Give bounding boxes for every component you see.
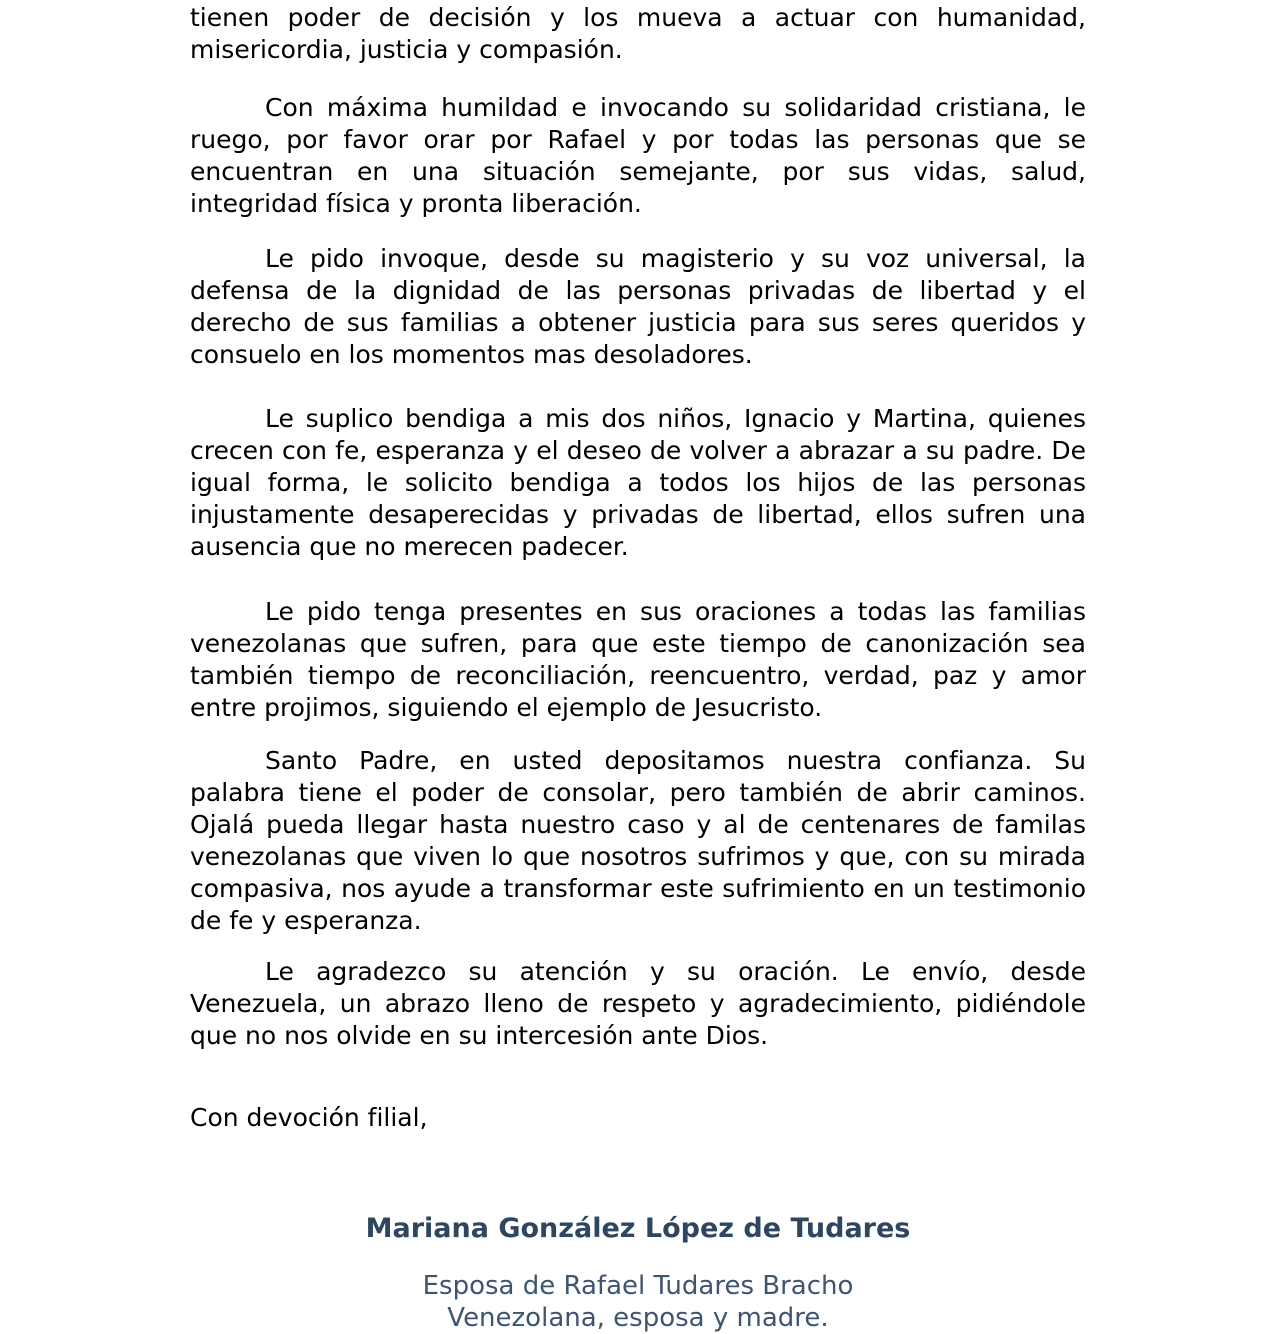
paragraph-plea-prayer: Con máxima humildad e invocando su solidaridad cristiana, le ruego, por favor orar por Rafael y por todas las personas que se encuentran en una situación semejante, por sus vidas, salud, integridad física y pronta liberación. — [190, 93, 1086, 218]
closing-salutation: Con devoción filial, — [190, 1103, 428, 1132]
signature-block — [190, 1211, 1086, 1334]
paragraph-families: Le pido tenga presentes en sus oraciones a todas las familias venezolanas que sufren, para que este tiempo de canonización sea también tiempo de reconciliación, reencuentro, verdad, paz y amor entre projimos, siguiendo el ejemplo de Jesucristo. — [190, 597, 1086, 722]
paragraph-children-blessing: Le suplico bendiga a mis dos niños, Ignacio y Martina, quienes crecen con fe, esperanza y el deseo de volver a abrazar a su padre. De igual forma, le solicito bendiga a todos los hijos de las personas injustamente desaperecidas y privadas de libertad, ellos sufren una ausencia que no merecen padecer. — [190, 404, 1086, 561]
paragraph-trust: Santo Padre, en usted depositamos nuestra confianza. Su palabra tiene el poder de consolar, pero también de abrir caminos. Ojalá pueda llegar hasta nuestro caso y al de centenares de familas venezolanas que viven lo que nosotros sufrimos y que, con su mirada compasiva, nos ayude a transformar este sufrimiento en un testimonio de fe y esperanza. — [190, 746, 1086, 935]
paragraph-gratitude: Le agradezco su atención y su oración. Le envío, desde Venezuela, un abrazo lleno de respeto y agradecimiento, pidiéndole que no nos olvide en su intercesión ante Dios. — [190, 957, 1086, 1050]
signature-name: Mariana González López de Tudares — [365, 1213, 911, 1244]
letter-body — [190, 2, 1086, 1334]
paragraph-continuation: tienen poder de decisión y los mueva a actuar con humanidad, misericordia, justicia y compasión. — [190, 3, 1086, 64]
signature-role-line-2: Venezolana, esposa y madre. — [447, 1303, 829, 1333]
signature-role-line-1: Esposa de Rafael Tudares Bracho — [422, 1271, 854, 1301]
paragraph-dignity: Le pido invoque, desde su magisterio y su voz universal, la defensa de la dignidad de las personas privadas de libertad y el derecho de sus familias a obtener justicia para sus seres queridos y consuelo en los momentos mas desoladores. — [190, 244, 1086, 369]
